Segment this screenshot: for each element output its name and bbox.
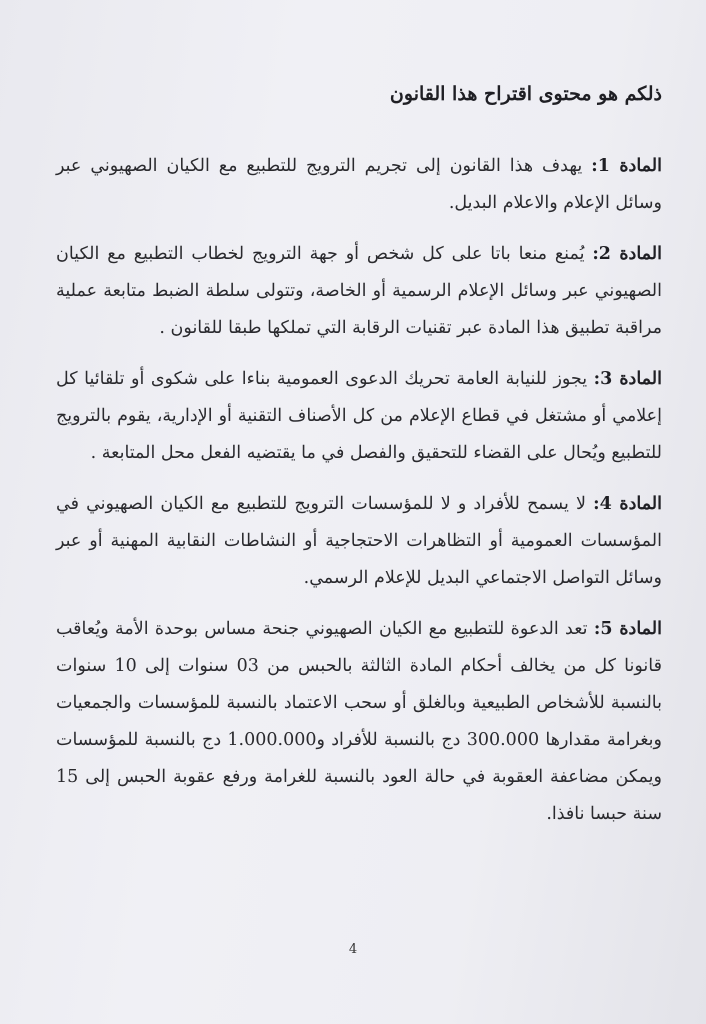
page-number: 4: [348, 942, 358, 957]
article-2-label: المادة 2:: [592, 244, 662, 264]
article-1-text: يهدف هذا القانون إلى تجريم الترويج للتطبيع مع الكيان الصهيوني عبر وسائل الإعلام والاعلام البديل.: [56, 156, 662, 213]
article-5-label: المادة 5:: [593, 619, 662, 639]
article-4-label: المادة 4:: [593, 494, 663, 514]
article-5-text: تعد الدعوة للتطبيع مع الكيان الصهيوني جنحة مساس بوحدة الأمة ويُعاقب قانونا كل من يخالف أحكام المادة الثالثة بالحبس من 03 سنوات إلى 10 سنوات بالنسبة للأشخاص الطبيعية وبالغلق أو سحب الاعتماد بالنسبة للمؤسسات والجمعيات وبغرامة مقدارها 300.000 دج بالنسبة للأفراد و1.000.000 دج بالنسبة للمؤسسات ويمكن مضاعفة العقوبة في حالة العود بالنسبة للغرامة ورفع عقوبة الحبس إلى 15 سنة حبسا نافذا.: [56, 619, 662, 824]
article-1: [56, 148, 662, 222]
article-3-text: يجوز للنيابة العامة تحريك الدعوى العمومية بناءا على شكوى أو تلقائيا كل إعلامي أو مشتغل في قطاع الإعلام من كل الأصناف التقنية أو الإدارية، يقوم بالترويج للتطبيع ويُحال على القضاء للتحقيق والفصل في ما يقتضيه الفعل محل المتابعة .: [56, 369, 662, 463]
document-heading: ذلكم هو محتوى اقتراح هذا القانون: [389, 83, 662, 105]
article-4: [56, 486, 662, 597]
document-content: [56, 78, 662, 847]
article-3-label: المادة 3:: [593, 369, 662, 389]
article-3: [56, 361, 662, 472]
article-2-text: يُمنع منعا باتا على كل شخص أو جهة الترويج لخطاب التطبيع مع الكيان الصهيوني عبر وسائل الإعلام الرسمية أو الخاصة، وتتولى سلطة الضبط متابعة عملية مراقبة تطبيق هذا المادة عبر تقنيات الرقابة التي تملكها طبقا للقانون .: [56, 244, 662, 338]
article-1-label: المادة 1:: [591, 156, 662, 176]
article-2: [56, 236, 662, 347]
article-5: [56, 611, 662, 833]
article-4-text: لا يسمح للأفراد و لا للمؤسسات الترويج للتطبيع مع الكيان الصهيوني في المؤسسات العمومية أو التظاهرات الاحتجاجية أو النشاطات النقابية المهنية أو عبر وسائل التواصل الاجتماعي البديل للإعلام الرسمي.: [56, 494, 662, 588]
